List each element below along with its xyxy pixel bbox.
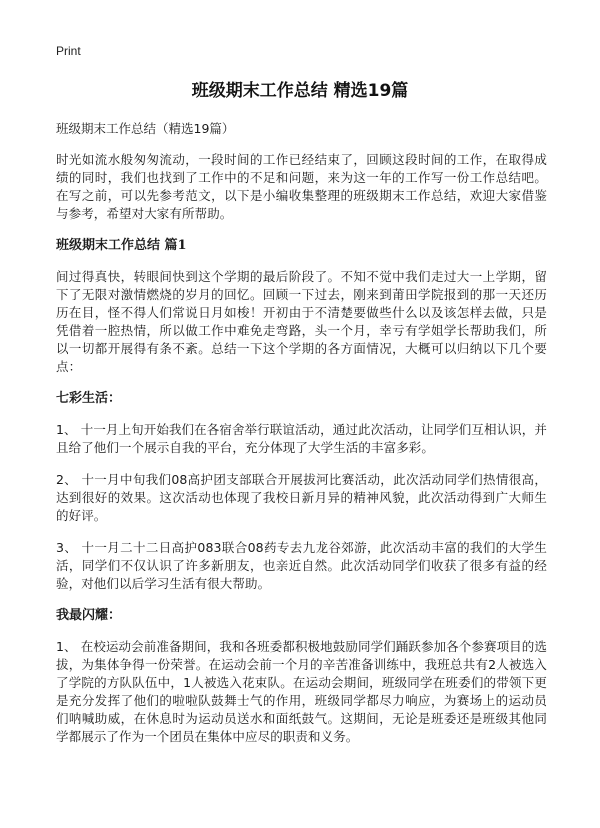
heading-colorful-life: 七彩生活： [56, 391, 122, 406]
document-subtitle: 班级期末工作总结（精选19篇） [56, 121, 235, 136]
intro-paragraph: 时光如流水般匆匆流动，一段时间的工作已经结束了，回顾这段时间的工作，在取得成绩的同时，我们也找到了工作中的不足和问题，来为这一年的工作写一份工作总结吧。在写之前，可以先参考范文，以下是小编收集整理的班级期末工作总结，欢迎大家借鉴与参考，希望对大家有所帮助。 [56, 152, 547, 221]
page-title: 班级期末工作总结 精选19篇 [191, 81, 409, 101]
document-body [56, 120, 547, 760]
list-item-3: 3、 十一月二十二日高护083联合08药专去九龙谷郊游，此次活动丰富的我们的大学生活，同学们不仅认识了许多新朋友，也亲近自然。此次活动同学们收获了很多有益的经验，对他们以后学习生活有很大帮助。 [56, 540, 547, 591]
section-heading-1: 班级期末工作总结 篇1 [56, 238, 187, 253]
print-link[interactable]: Print [56, 44, 81, 58]
list-item-1: 1、 十一月上旬开始我们在各宿舍举行联谊活动，通过此次活动，让同学们互相认识，并且给了他们一个展示自我的平台，充分体现了大学生活的丰富多彩。 [56, 422, 547, 455]
heading-shine: 我最闪耀： [56, 608, 122, 623]
list-item-4: 1、 在校运动会前准备期间，我和各班委都积极地鼓励同学们踊跃参加各个参赛项目的选拔，为集体争得一份荣誉。在运动会前一个月的辛苦准备训练中，我班总共有2人被选入了学院的方队队伍中，1人被选入花束队。在运动会期间，班级同学在班委们的带领下更是充分发挥了他们的啦啦队鼓舞士气的作用，班级同学都尽力响应，为赛场上的运动员们呐喊助威，在休息时为运动员送水和面纸鼓气。这期间，无论是班委还是班级其他同学都展示了作为一个团员在集体中应尽的职责和义务。 [56, 639, 547, 744]
list-item-2: 2、 十一月中旬我们08高护团支部联合开展拔河比赛活动，此次活动同学们热情很高，达到很好的效果。这次活动也体现了我校日新月异的精神风貌，此次活动得到广大师生的好评。 [56, 472, 547, 523]
section1-paragraph: 间过得真快，转眼间快到这个学期的最后阶段了。不知不觉中我们走过大一上学期，留下了无限对激情燃烧的岁月的回忆。回顾一下过去，刚来到莆田学院报到的那一天还历历在目，怪不得人们常说日月如梭！开初由于不清楚要做些什么以及该怎样去做，只是凭借着一腔热情，所以做工作中难免走弯路，头一个月，幸亏有学姐学长帮助我们，所以一切都开展得有条不紊。总结一下这个学期的各方面情况，大概可以归纳以下几个要点： [56, 269, 547, 374]
